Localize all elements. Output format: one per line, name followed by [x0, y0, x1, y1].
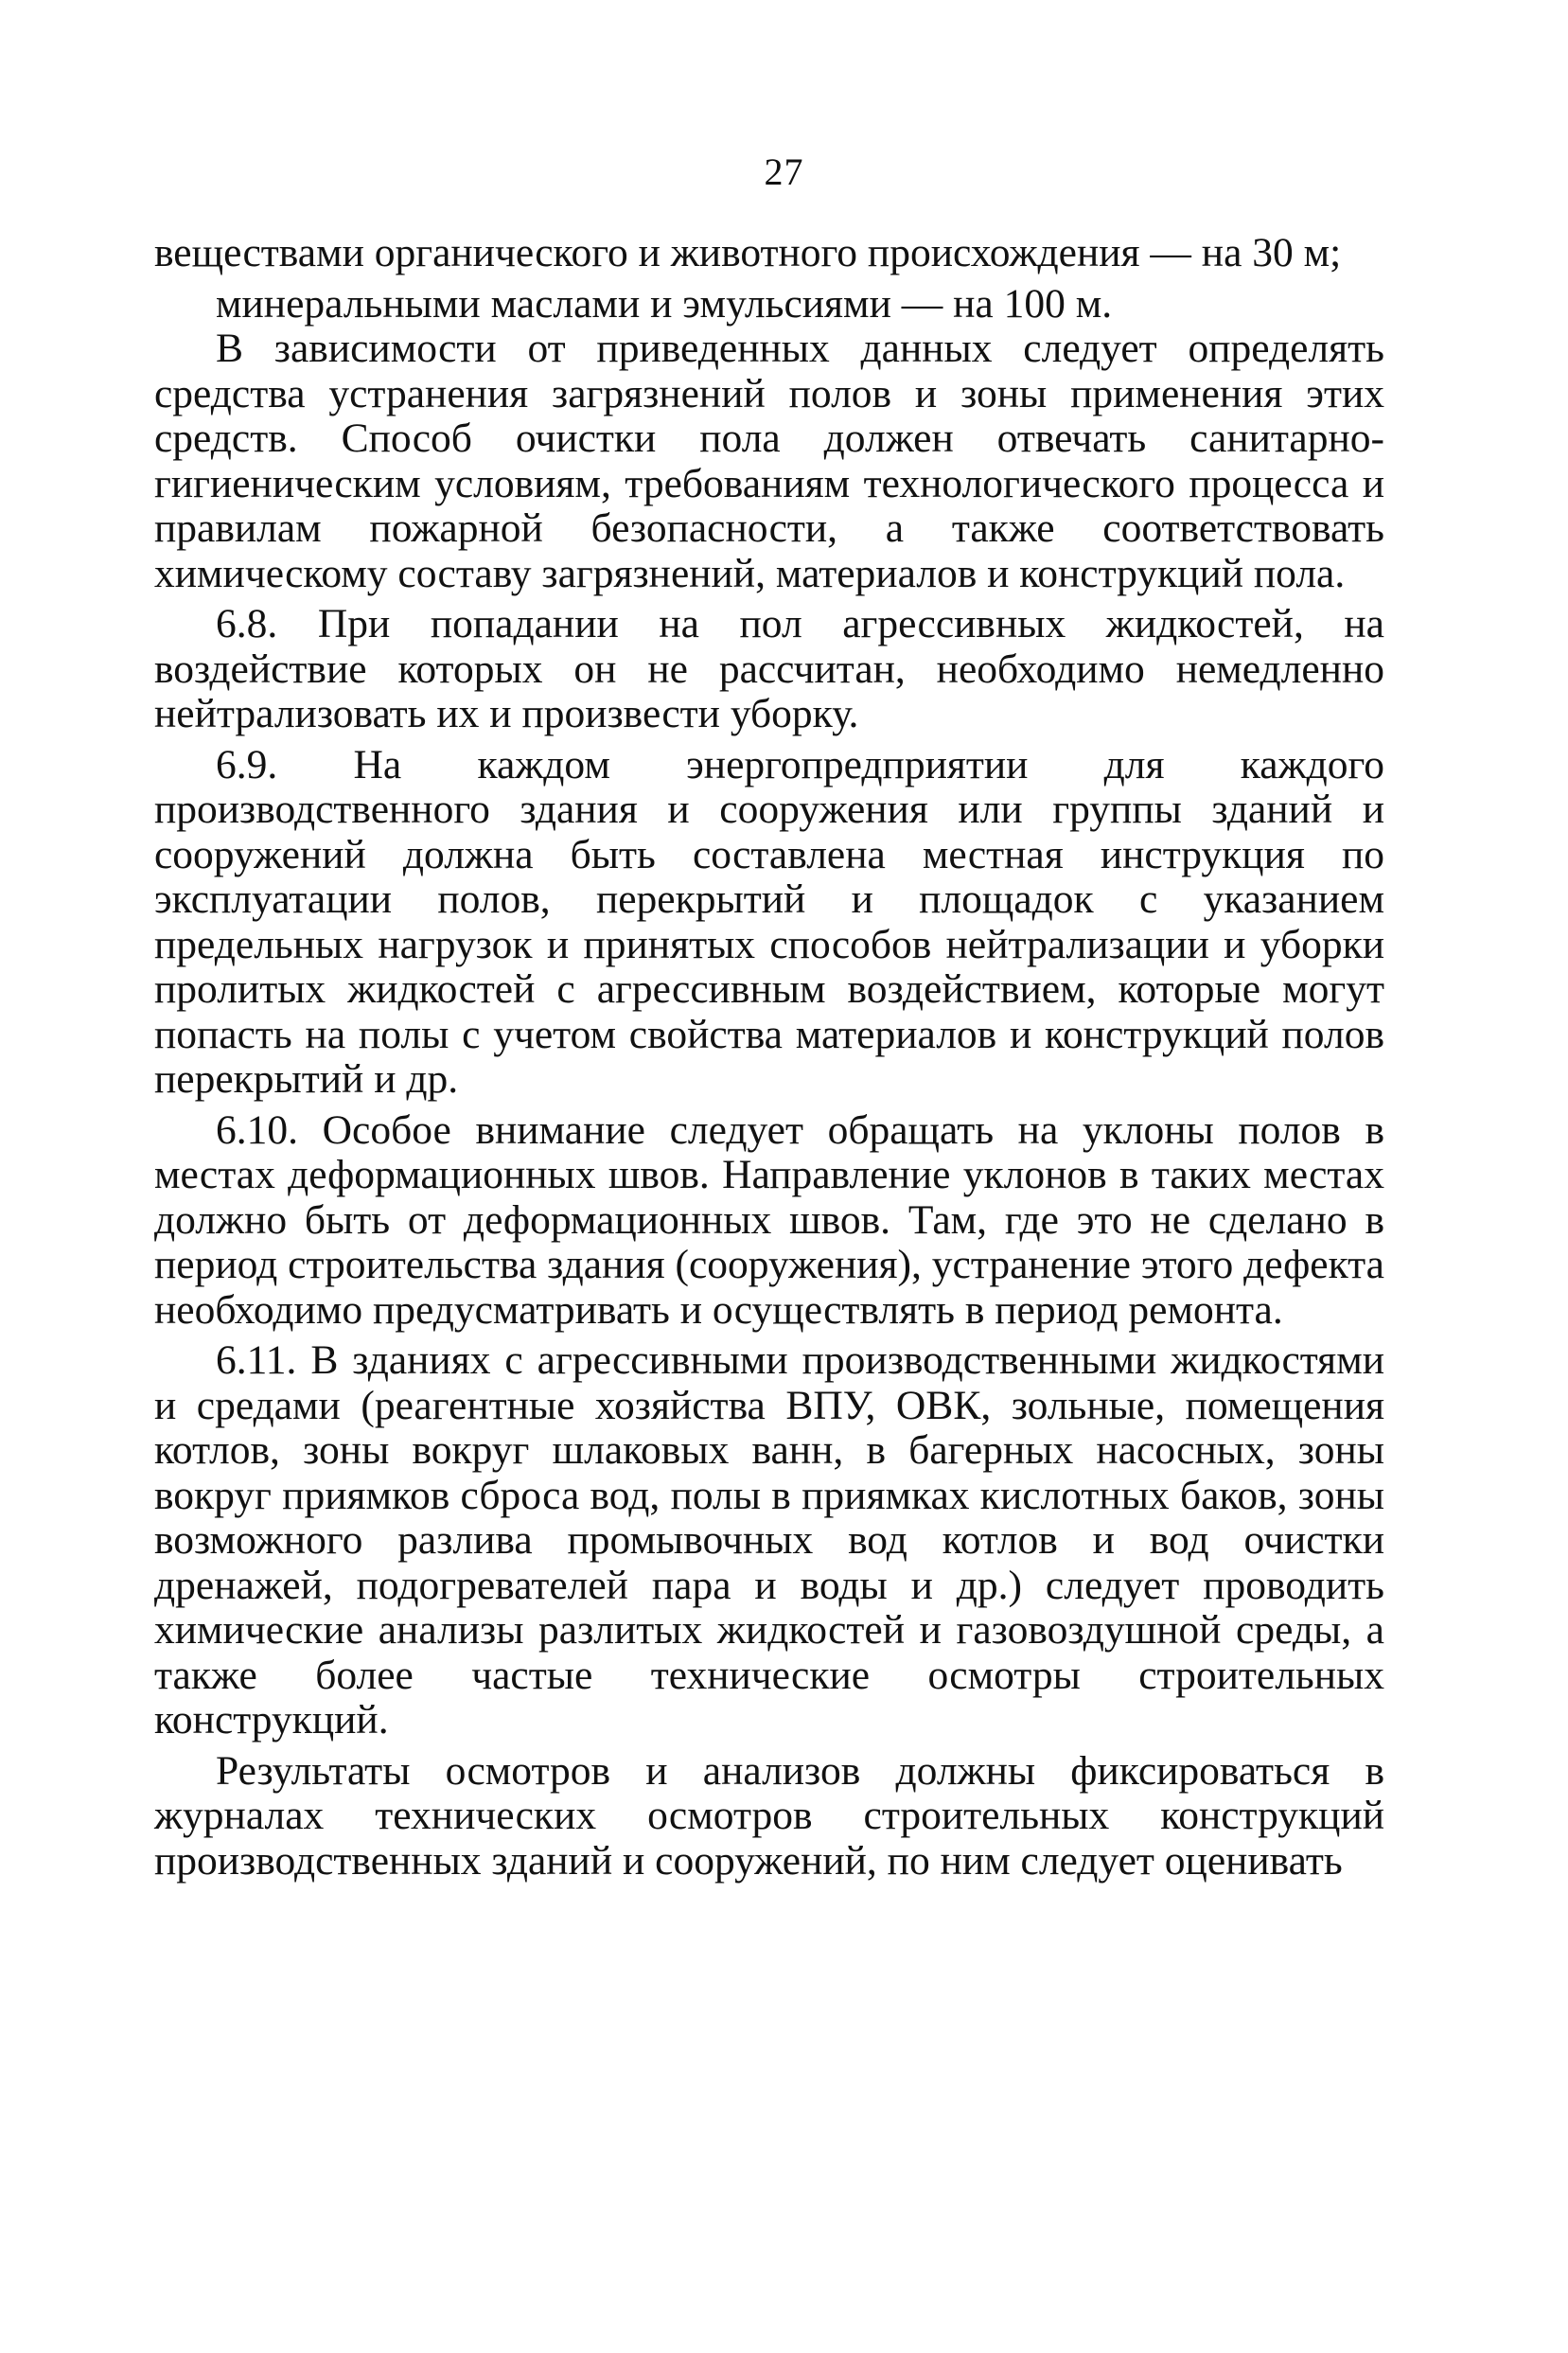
- paragraph-organic-distance: веществами органического и животного происхождения — на 30 м;: [154, 230, 1342, 275]
- paragraph-6-9: 6.9. На каждом энергопредприятии для каждого производственного здания и сооружения или группы зданий и сооружений должна быть составлена местная инструкция по эксплуатации полов, перекрытий и площадок с указанием предельных нагрузок и принятых способов нейтрализации и уборки пролитых жидкостей с агрессивным воздействием, которые могут попасть на полы с учетом свойства материалов и конструкций полов перекрытий и др.: [154, 741, 1384, 1102]
- paragraph-6-8: 6.8. При попадании на пол агрессивных жидкостей, на воздействие которых он не рассчитан, необходимо немедленно нейтрализовать их и произвести уборку.: [154, 601, 1384, 736]
- paragraph-inspection-results: Результаты осмотров и анализов должны фиксироваться в журналах технических осмотров строительных конструкций производственных зданий и сооружений, по ним следует оценивать: [154, 1747, 1384, 1884]
- paragraph-cleaning-means: В зависимости от приведенных данных следует определять средства устранения загрязнений полов и зоны применения этих средств. Способ очистки пола должен отвечать санитарно-гигиеническим условиям, требованиям технологического процесса и правилам пожарной безопасности, а также соответствовать химическому составу загрязнений, материалов и конструкций пола.: [154, 326, 1384, 596]
- paragraph-6-11: 6.11. В зданиях с агрессивными производственными жидкостями и средами (реагентные хозяйства ВПУ, ОВК, зольные, помещения котлов, зоны вокруг шлаковых ванн, в багерных насосных, зоны вокруг приямков сброса вод, полы в приямках кислотных баков, зоны возможного разлива промывочных вод котлов и вод очистки дренажей, подогревателей пара и воды и др.) следует проводить химические анализы разлитых жидкостей и газовоздушной среды, а также более частые технические осмотры строительных конструкций.: [154, 1337, 1384, 1743]
- paragraph-mineral-oils-distance: минеральными маслами и эмульсиями — на 100 м.: [216, 280, 1113, 327]
- paragraph-6-10: 6.10. Особое внимание следует обращать на уклоны полов в местах деформационных швов. Направление уклонов в таких местах должно быть от деформационных швов. Там, где это не сделано в период строительства здания (сооружения), устранение этого дефекта необходимо предусматривать и осуществлять в период ремонта.: [154, 1106, 1384, 1333]
- body-text: [154, 231, 1384, 1884]
- page-number: 27: [764, 150, 804, 193]
